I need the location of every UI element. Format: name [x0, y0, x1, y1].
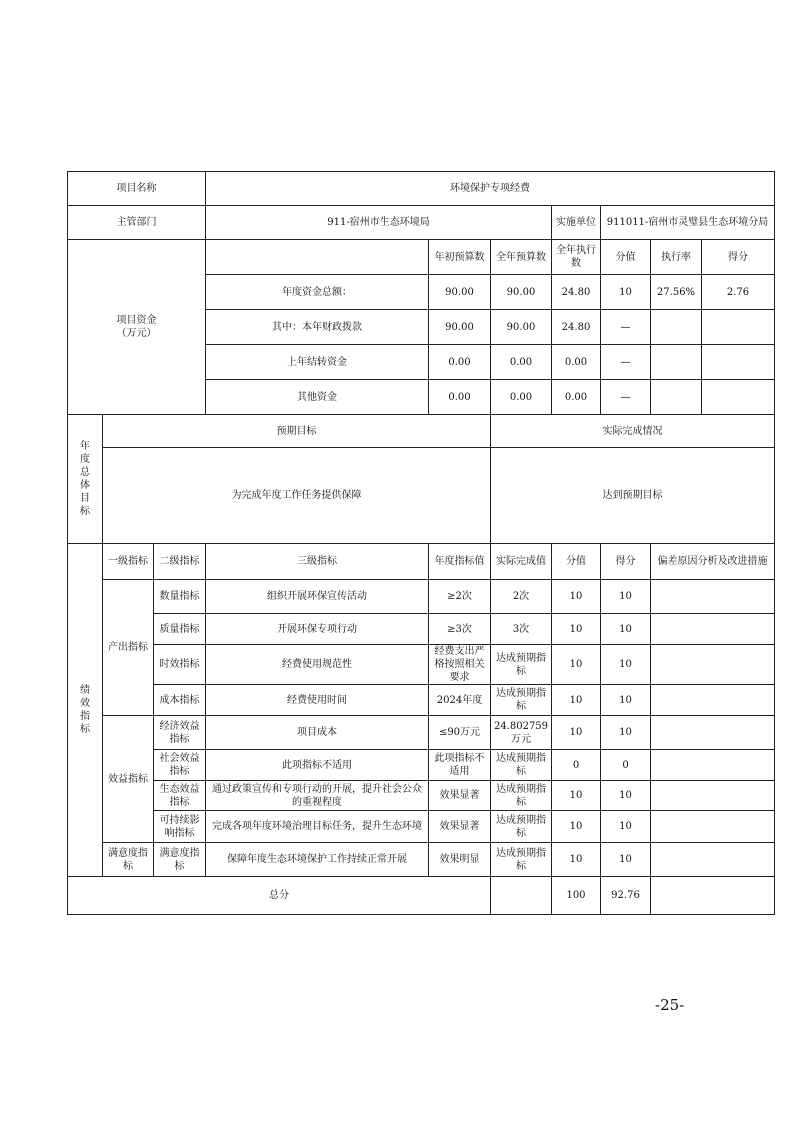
actual-completion-value: 达到预期目标 [491, 448, 775, 544]
total-weight: 100 [552, 877, 601, 915]
performance-label-char: 绩 [80, 685, 90, 696]
indicator-target: 效果显著 [429, 811, 491, 843]
indicator-l2: 时效指标 [154, 645, 206, 685]
indicator-row [68, 750, 775, 781]
indicator-l3: 开展环保专项行动 [206, 614, 429, 645]
indicator-l2: 数量指标 [154, 580, 206, 614]
indicator-target: 效果显著 [429, 781, 491, 811]
indicator-l3: 经费使用规范性 [206, 645, 429, 685]
indicator-weight: 10 [552, 685, 601, 716]
indicator-target: 效果明显 [429, 843, 491, 877]
funds-row-name: 年度资金总额： [206, 275, 429, 310]
indicator-l2: 社会效益指标 [154, 750, 206, 781]
indicator-row [68, 811, 775, 843]
indicator-weight: 10 [552, 716, 601, 750]
indicator-row [68, 716, 775, 750]
goals-label-char: 年 [80, 441, 90, 452]
dept-label: 主管部门 [68, 206, 206, 240]
funds-row-executed: 0.00 [552, 345, 601, 380]
indicator-deviation [651, 614, 775, 645]
indicator-actual: 达成预期指标 [491, 685, 552, 716]
indicator-score: 0 [601, 750, 651, 781]
funds-row-rate [651, 345, 702, 379]
impl-unit-label: 实施单位 [552, 206, 601, 240]
indicator-target: 2024年度 [429, 685, 491, 716]
indicator-actual: 达成预期指标 [491, 645, 552, 685]
total-label: 总分 [68, 877, 491, 915]
indicator-deviation [651, 811, 775, 843]
header-level3: 三级指标 [206, 544, 429, 580]
funds-row-rate-score [651, 275, 775, 310]
indicator-actual: 3次 [491, 614, 552, 645]
benefit-indicator-label: 效益指标 [103, 716, 154, 843]
funds-header-row [68, 240, 775, 275]
expected-goal-header: 预期目标 [103, 415, 491, 448]
funds-header-initial: 年初预算数 [429, 240, 491, 275]
total-row [68, 877, 775, 915]
funds-row-executed: 0.00 [552, 380, 601, 415]
funds-row-annual: 0.00 [491, 345, 552, 380]
indicator-l2: 成本指标 [154, 685, 206, 716]
indicator-actual: 达成预期指标 [491, 843, 552, 877]
goals-label-char: 体 [80, 480, 90, 491]
satisfaction-row [68, 843, 775, 877]
dept-value: 911-宿州市生态环境局 [206, 206, 552, 240]
actual-completion-header: 实际完成情况 [491, 415, 775, 448]
funds-row-executed: 24.80 [552, 310, 601, 345]
performance-label-char: 效 [80, 698, 90, 709]
expected-goal-value: 为完成年度工作任务提供保障 [103, 448, 491, 544]
funds-header-executed: 全年执行数 [552, 240, 601, 275]
header-level2: 二级指标 [154, 544, 206, 580]
indicator-row [68, 580, 775, 614]
indicator-score: 10 [601, 685, 651, 716]
indicator-score: 10 [601, 843, 651, 877]
indicator-l3: 完成各项年度环境治理目标任务，提升生态环境 [206, 811, 429, 843]
indicator-actual: 达成预期指标 [491, 811, 552, 843]
header-target: 年度指标值 [429, 544, 491, 580]
indicators-header-row [68, 544, 775, 580]
indicator-weight: 10 [552, 614, 601, 645]
project-name-value: 环境保护专项经费 [206, 172, 775, 206]
goals-label-char: 标 [80, 506, 90, 517]
indicator-row [68, 685, 775, 716]
indicator-weight: 10 [552, 580, 601, 614]
header-deviation: 偏差原因分析及改进措施 [651, 544, 775, 580]
funds-row-executed: 24.80 [552, 275, 601, 310]
indicator-deviation [651, 781, 775, 811]
funds-row-rate: 27.56% [651, 275, 702, 309]
indicator-score: 10 [601, 645, 651, 685]
indicator-weight: 0 [552, 750, 601, 781]
performance-label [68, 544, 103, 877]
funds-row-weight: — [601, 310, 651, 345]
indicator-target: 经费支出严格按照相关要求 [429, 645, 491, 685]
goals-label-char: 总 [80, 467, 90, 478]
funds-header-annual: 全年预算数 [491, 240, 552, 275]
funds-row-name: 其他资金 [206, 380, 429, 415]
funds-label [68, 240, 206, 415]
funds-header-rate: 执行率 [651, 240, 702, 274]
indicator-l2: 经济效益指标 [154, 716, 206, 750]
funds-header-score: 得分 [728, 251, 749, 263]
funds-header-blank [206, 240, 429, 275]
indicator-deviation [651, 645, 775, 685]
total-actual-blank [491, 877, 552, 915]
indicator-deviation [651, 843, 775, 877]
funds-row-weight: 10 [601, 275, 651, 310]
indicator-actual: 24.802759万元 [491, 716, 552, 750]
funds-row-rate [651, 380, 702, 414]
funds-row-score [702, 310, 774, 344]
funds-row-annual: 90.00 [491, 310, 552, 345]
goals-value-row [68, 448, 775, 544]
funds-header-rate-score [651, 240, 775, 275]
indicator-deviation [651, 716, 775, 750]
indicator-score: 10 [601, 781, 651, 811]
indicator-row [68, 645, 775, 685]
funds-row-rate [651, 310, 702, 344]
indicator-actual: 达成预期指标 [491, 750, 552, 781]
funds-row-score: 2.76 [726, 286, 750, 298]
indicator-target: ≥2次 [429, 580, 491, 614]
indicator-l3: 经费使用时间 [206, 685, 429, 716]
funds-row-score [702, 345, 774, 379]
funds-row-name: 其中：本年财政拨款 [206, 310, 429, 345]
indicator-l3: 此项指标不适用 [206, 750, 429, 781]
indicator-deviation [651, 750, 775, 781]
funds-row-initial: 90.00 [429, 310, 491, 345]
header-weight: 分值 [552, 544, 601, 580]
indicator-l2: 质量指标 [154, 614, 206, 645]
total-score: 92.76 [601, 877, 651, 915]
header-score: 得分 [601, 544, 651, 580]
performance-label-char: 指 [80, 711, 90, 722]
goals-label [68, 415, 103, 544]
header-actual: 实际完成值 [491, 544, 552, 580]
indicator-score: 10 [601, 580, 651, 614]
indicator-weight: 10 [552, 781, 601, 811]
indicator-l2: 生态效益指标 [154, 781, 206, 811]
header-level1: 一级指标 [103, 544, 154, 580]
funds-row-initial: 0.00 [429, 380, 491, 415]
page-number: -25- [655, 996, 685, 1014]
goals-label-char: 度 [80, 454, 90, 465]
indicator-score: 10 [601, 811, 651, 843]
project-name-label: 项目名称 [68, 172, 206, 206]
funds-row-annual: 0.00 [491, 380, 552, 415]
goals-label-char: 目 [80, 493, 90, 504]
funds-row-rate-score [651, 345, 775, 380]
indicator-l1: 满意度指标 [103, 843, 154, 877]
funds-unit-text: （万元） [116, 328, 157, 339]
indicator-l3: 保障年度生态环境保护工作持续正常开展 [206, 843, 429, 877]
funds-header-weight: 分值 [601, 240, 651, 275]
goals-header-row [68, 415, 775, 448]
indicator-actual: 达成预期指标 [491, 781, 552, 811]
indicator-deviation [651, 685, 775, 716]
indicator-row [68, 781, 775, 811]
funds-label-text: 项目资金 [116, 315, 157, 326]
indicator-l3: 项目成本 [206, 716, 429, 750]
output-indicator-label: 产出指标 [103, 580, 154, 716]
department-row [68, 206, 775, 240]
funds-row-annual: 90.00 [491, 275, 552, 310]
performance-evaluation-table [67, 171, 775, 915]
funds-row-weight: — [601, 380, 651, 415]
indicator-target: 此项指标不适用 [429, 750, 491, 781]
indicator-target: ≥3次 [429, 614, 491, 645]
funds-row-initial: 0.00 [429, 345, 491, 380]
indicator-l3: 通过政策宣传和专项行动的开展，提升社会公众的重视程度 [206, 781, 429, 811]
indicator-deviation [651, 580, 775, 614]
total-deviation-blank [651, 877, 775, 915]
funds-row-weight: — [601, 345, 651, 380]
indicator-l2: 可持续影响指标 [154, 811, 206, 843]
indicator-weight: 10 [552, 843, 601, 877]
indicator-row [68, 614, 775, 645]
performance-label-char: 标 [80, 724, 90, 735]
indicator-weight: 10 [552, 811, 601, 843]
funds-row-rate-score [651, 310, 775, 345]
funds-row-initial: 90.00 [429, 275, 491, 310]
funds-row-rate-score [651, 380, 775, 415]
indicator-score: 10 [601, 716, 651, 750]
indicator-weight: 10 [552, 645, 601, 685]
funds-row-name: 上年结转资金 [206, 345, 429, 380]
indicator-l3: 组织开展环保宣传活动 [206, 580, 429, 614]
indicator-actual: 2次 [491, 580, 552, 614]
indicator-l2: 满意度指标 [154, 843, 206, 877]
project-name-row [68, 172, 775, 206]
indicator-target: ≤90万元 [429, 716, 491, 750]
impl-unit-value: 911011-宿州市灵璧县生态环境分局 [601, 206, 775, 240]
funds-row-score [702, 380, 774, 414]
indicator-score: 10 [601, 614, 651, 645]
